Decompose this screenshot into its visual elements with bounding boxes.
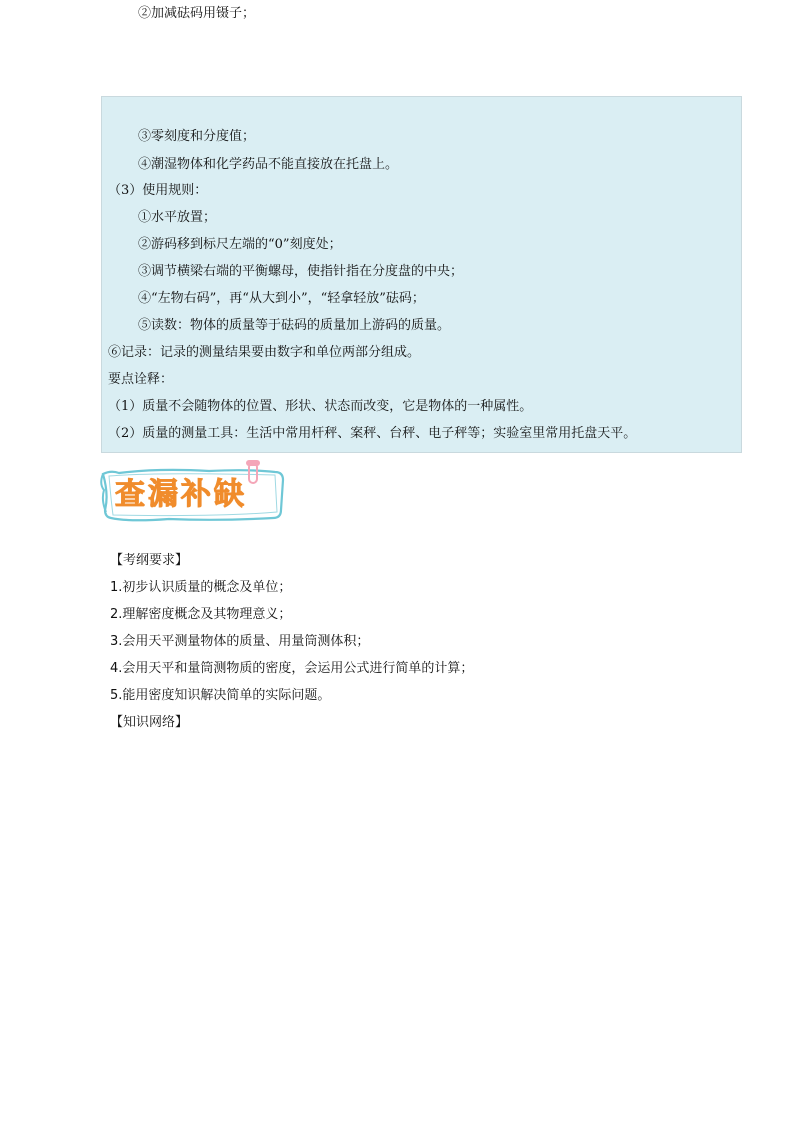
box-line-1: ②加减砝码用镊子； [138, 6, 256, 21]
box-line-7: ③调节横梁右端的平衡螺母，使指针指在分度盘的中央； [138, 264, 464, 279]
box-line-10: ⑥记录：记录的测量结果要由数字和单位两部分组成。 [108, 345, 421, 360]
box-line-12: （1）质量不会随物体的位置、形状、状态而改变，它是物体的一种属性。 [108, 399, 533, 414]
box-line-5: ①水平放置； [138, 210, 217, 225]
box-line-4: （3）使用规则： [108, 183, 208, 198]
requirement-1: 1.初步认识质量的概念及单位； [110, 580, 292, 595]
box-line-9: ⑤读数：物体的质量等于砝码的质量加上游码的质量。 [138, 318, 451, 333]
requirement-5: 5.能用密度知识解决简单的实际问题。 [110, 688, 331, 703]
exam-requirements-heading: 【考纲要求】 [110, 553, 189, 568]
section-banner [99, 460, 289, 526]
key-points-box [101, 6, 742, 453]
box-line-2: ③零刻度和分度值； [138, 129, 256, 144]
box-line-6: ②游码移到标尺左端的“0”刻度处； [138, 237, 342, 252]
box-line-3: ④潮湿物体和化学药品不能直接放在托盘上。 [138, 157, 399, 172]
box-line-11: 要点诠释： [108, 372, 174, 387]
box-line-13: （2）质量的测量工具：生活中常用杆秤、案秤、台秤、电子秤等；实验室里常用托盘天平。 [108, 426, 637, 441]
banner-title: 查漏补缺 [115, 477, 247, 512]
requirement-3: 3.会用天平测量物体的质量、用量筒测体积； [110, 634, 370, 649]
box-line-8: ④“左物右码”，再“从大到小”，“轻拿轻放”砝码； [138, 291, 425, 306]
requirement-4: 4.会用天平和量筒测物质的密度，会运用公式进行简单的计算； [110, 661, 474, 676]
requirement-2: 2.理解密度概念及其物理意义； [110, 607, 292, 622]
knowledge-network-heading: 【知识网络】 [110, 715, 189, 730]
